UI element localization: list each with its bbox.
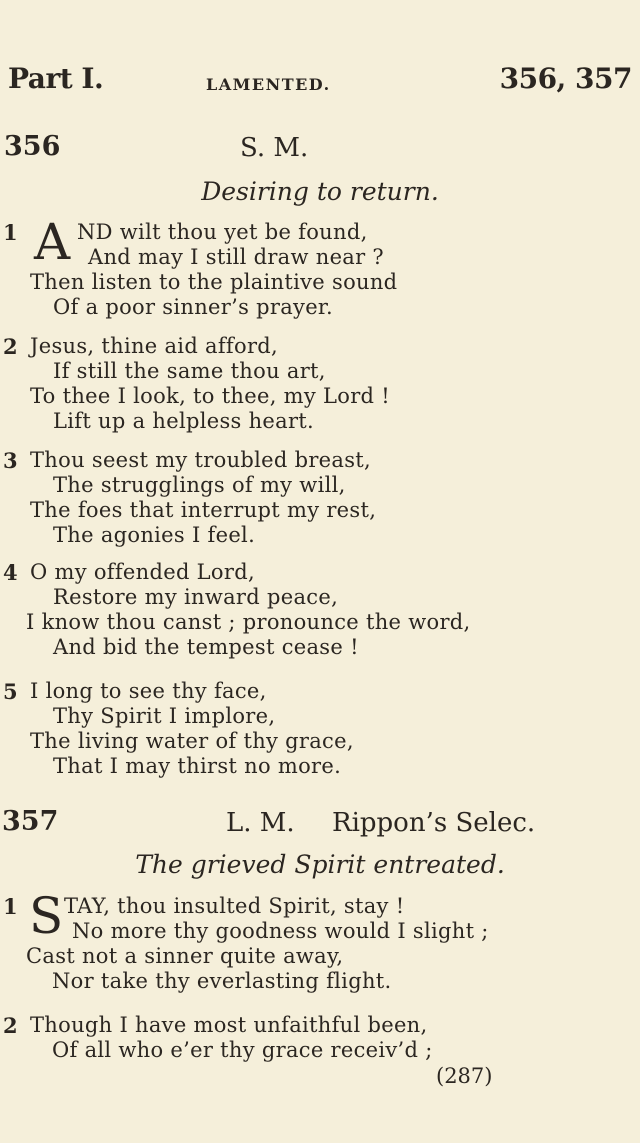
stanza-number: 1	[3, 220, 18, 245]
verse-line: Of a poor sinner’s prayer.	[53, 295, 333, 319]
verse-line: That I may thirst no more.	[53, 754, 342, 778]
verse-line: And may I still draw near ?	[88, 245, 384, 269]
verse-line: The living water of thy grace,	[30, 729, 354, 753]
verse-line: I know thou canst ; pronounce the word,	[26, 610, 471, 634]
verse-line: To thee I look, to thee, my Lord !	[30, 384, 391, 408]
stanza-number: 3	[3, 448, 18, 473]
verse-line: The strugglings of my will,	[53, 473, 346, 497]
hymn-range: 356, 357	[499, 62, 632, 95]
verse-line: Jesus, thine aid afford,	[30, 334, 279, 358]
stanza-number: 1	[3, 894, 18, 919]
drop-cap: A	[34, 213, 71, 271]
page-number: (287)	[436, 1064, 493, 1088]
hymn-number: 356	[4, 131, 61, 162]
hymn-meter: L. M.	[226, 808, 295, 838]
verse-line: Then listen to the plaintive sound	[30, 270, 398, 294]
stanza-number: 5	[3, 679, 18, 704]
hymn-subtitle: The grieved Spirit entreated.	[135, 850, 505, 879]
verse-line: No more thy goodness would I slight ;	[72, 919, 489, 943]
verse-line: And bid the tempest cease !	[53, 635, 359, 659]
verse-line: Of all who e’er thy grace receiv’d ;	[52, 1038, 433, 1062]
section-title: LAMENTED.	[206, 75, 331, 94]
verse-line: I long to see thy face,	[30, 679, 267, 703]
verse-line: If still the same thou art,	[53, 359, 326, 383]
verse-line: Thou seest my troubled breast,	[30, 448, 372, 472]
verse-line: Though I have most unfaithful been,	[30, 1013, 428, 1037]
verse-line: O my offended Lord,	[30, 560, 255, 584]
drop-cap: S	[29, 887, 64, 945]
stanza-number: 2	[3, 1013, 18, 1038]
hymn-meter: S. M.	[240, 133, 309, 163]
running-head	[8, 62, 632, 102]
part-label: Part I.	[8, 62, 104, 95]
verse-line: TAY, thou insulted Spirit, stay !	[64, 894, 405, 918]
hymn-header	[4, 131, 626, 171]
hymn-subtitle: Desiring to return.	[201, 177, 439, 206]
stanza-number: 2	[3, 334, 18, 359]
verse-line: Lift up a helpless heart.	[53, 409, 314, 433]
verse-line: Nor take thy everlasting flight.	[52, 969, 392, 993]
verse-line: Cast not a sinner quite away,	[26, 944, 344, 968]
tune-source: Rippon’s Selec.	[332, 808, 536, 838]
verse-line: Restore my inward peace,	[53, 585, 339, 609]
verse-line: Thy Spirit I implore,	[53, 704, 276, 728]
verse-line: ND wilt thou yet be found,	[77, 220, 368, 244]
verse-line: The foes that interrupt my rest,	[30, 498, 377, 522]
verse-line: The agonies I feel.	[53, 523, 256, 547]
stanza-number: 4	[3, 560, 18, 585]
hymn-number: 357	[2, 806, 59, 837]
hymn-header	[4, 806, 626, 846]
